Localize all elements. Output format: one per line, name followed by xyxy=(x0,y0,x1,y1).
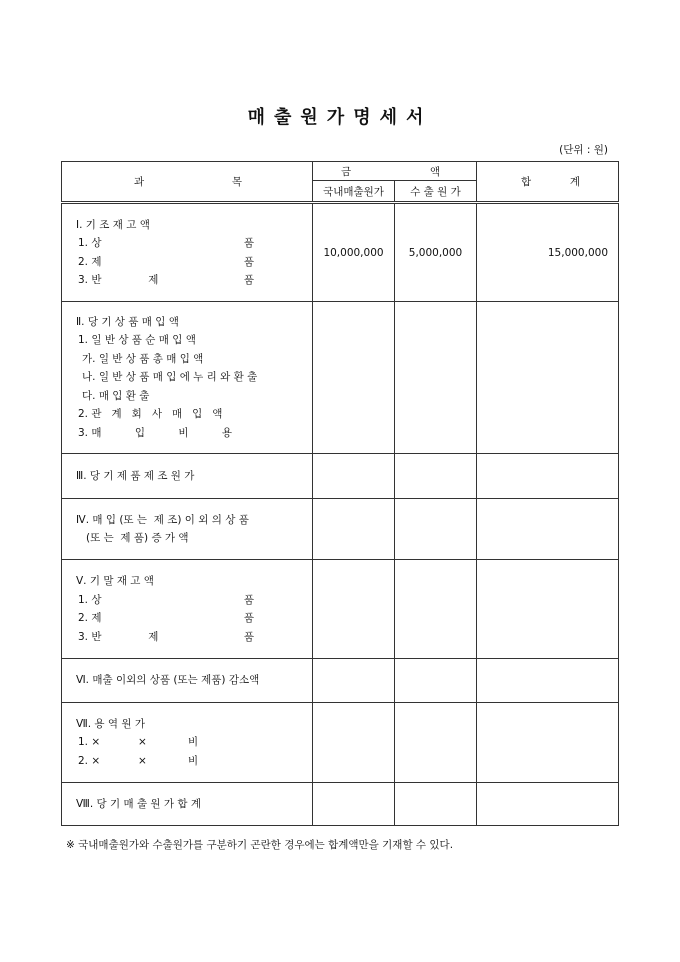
table-row xyxy=(62,499,619,560)
section-6-subject: Ⅵ. 매출 이외의 상품 (또는 제품) 감소액 xyxy=(62,659,313,703)
section-1-total: 15,000,000 xyxy=(477,203,619,302)
section-1-export: 5,000,000 xyxy=(395,203,477,302)
unit-label: (단위 : 원) xyxy=(559,144,608,156)
table-row xyxy=(62,302,619,454)
footnote: ※ 국내매출원가와 수출원가를 구분하기 곤란한 경우에는 합계액만을 기재할 수 있다. xyxy=(66,839,454,851)
section-3-subject: Ⅲ. 당 기 제 품 제 조 원 가 xyxy=(62,454,313,499)
header-export: 수 출 원 가 xyxy=(395,181,477,203)
table-row xyxy=(62,454,619,499)
header-amount: 금 액 xyxy=(313,162,477,181)
section-4-subject: Ⅳ. 매 입 (또 는 제 조) 이 외 의 상 품 (또 는 제 품) 증 가 액 xyxy=(62,499,313,560)
header-subject: 과 목 xyxy=(62,162,313,203)
section-1-subject: Ⅰ. 기 조 재 고 액 1. 상 품 2. 제 품 3. 반 제 품 xyxy=(62,203,313,302)
table-row xyxy=(62,560,619,659)
header-total: 합 계 xyxy=(477,162,619,203)
page-title: 매출원가명세서 xyxy=(247,107,433,128)
cost-of-sales-table xyxy=(61,161,619,826)
section-2-subject: Ⅱ. 당 기 상 품 매 입 액 1. 일 반 상 품 순 매 입 액 가. 일 반 상 품 총 매 입 액 나. 일 반 상 품 매 입 에 누 리 와 환 출 다. 매 입 환 출 2. 관 계 회 사 매 입 액 3. 매 입 비 용 xyxy=(62,302,313,454)
table-row xyxy=(62,203,619,302)
table-row xyxy=(62,659,619,703)
section-7-subject: Ⅶ. 용 역 원 가 1. × × 비 2. × × 비 xyxy=(62,703,313,783)
table-row xyxy=(62,783,619,826)
section-8-subject: Ⅷ. 당 기 매 출 원 가 합 계 xyxy=(62,783,313,826)
section-1-domestic: 10,000,000 xyxy=(313,203,395,302)
section-5-subject: Ⅴ. 기 말 재 고 액 1. 상 품 2. 제 품 3. 반 제 품 xyxy=(62,560,313,659)
header-domestic: 국내매출원가 xyxy=(313,181,395,203)
table-row xyxy=(62,703,619,783)
